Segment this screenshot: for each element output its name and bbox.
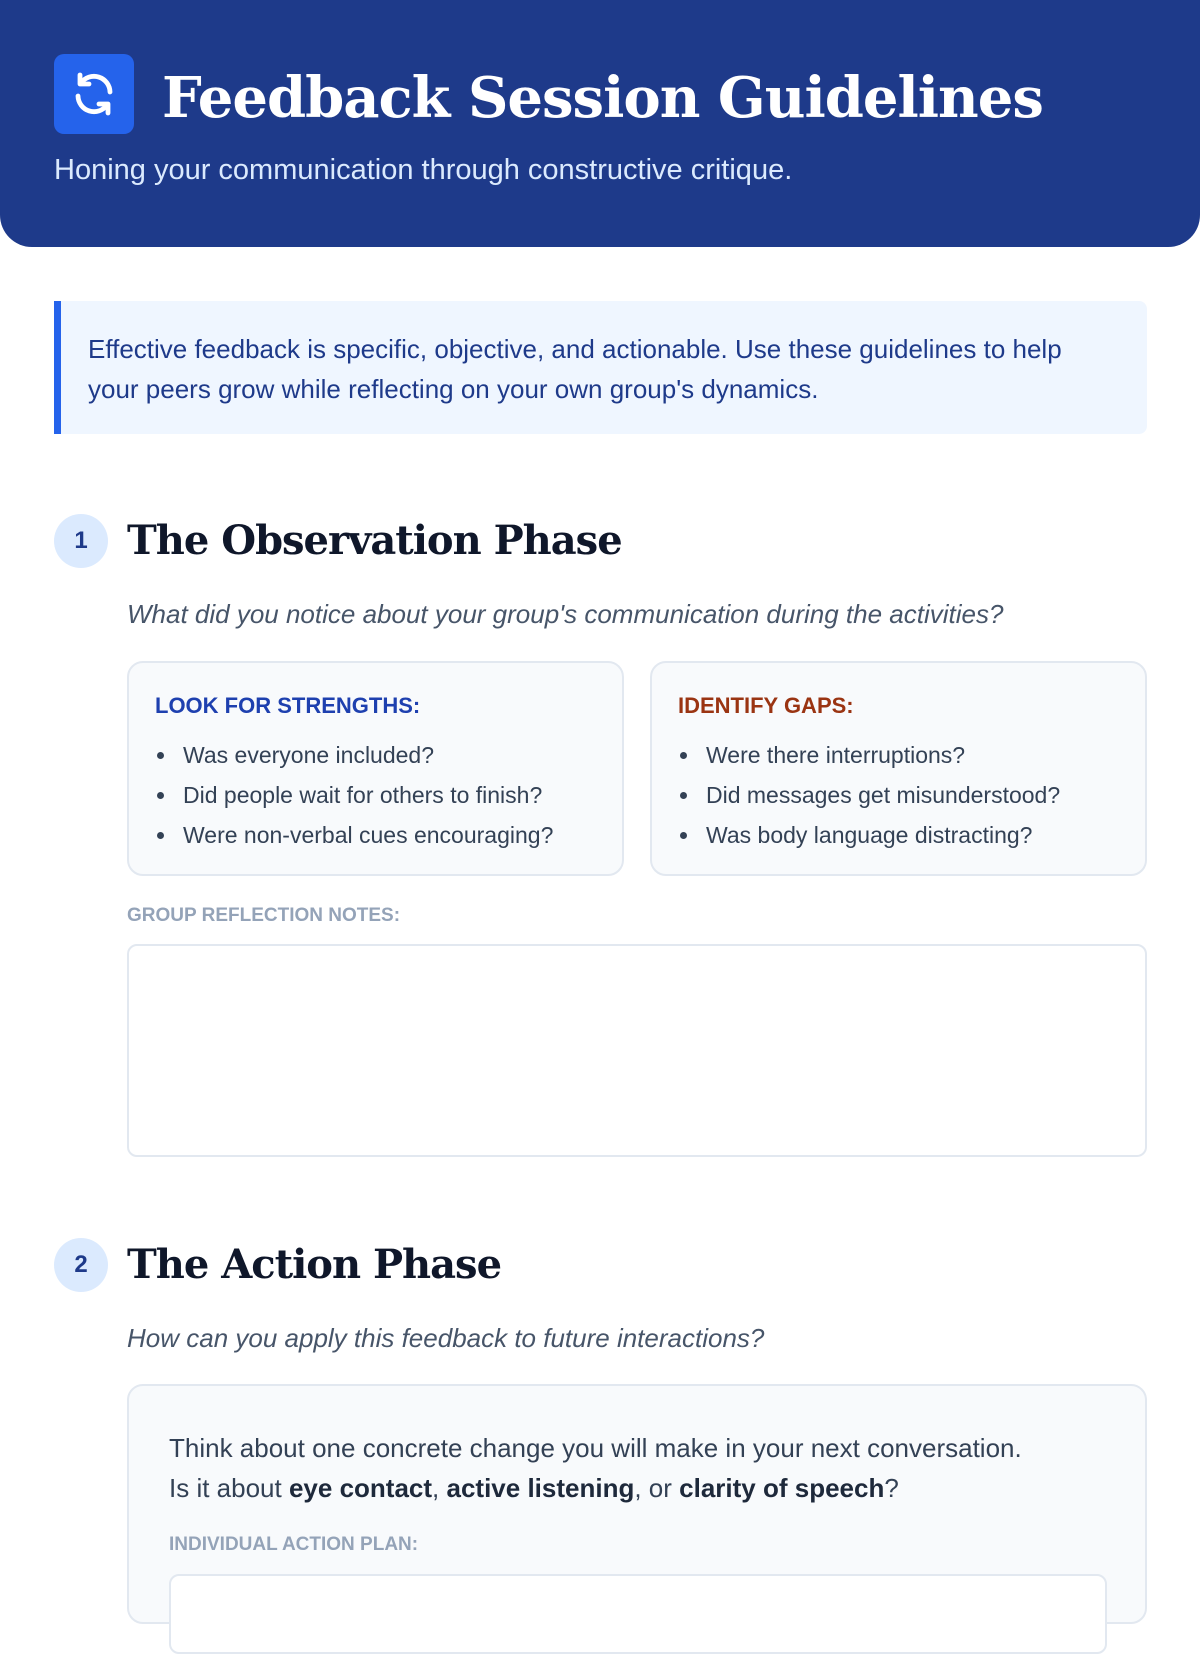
action-prompt-sep: , — [432, 1473, 447, 1503]
action-plan-label: INDIVIDUAL ACTION PLAN: — [169, 1534, 419, 1555]
page-title: Feedback Session Guidelines — [162, 65, 1043, 131]
section-title-observation: The Observation Phase — [127, 517, 622, 564]
step-number-badge: 1 — [54, 514, 108, 568]
intro-callout: Effective feedback is specific, objective, and actionable. Use these guidelines to help your peers grow while reflecting on your own group's dynamics. — [54, 301, 1147, 434]
list-item: Were non-verbal cues encouraging? — [155, 815, 553, 855]
list-item: Was everyone included? — [155, 735, 553, 775]
gaps-card — [650, 661, 1147, 876]
strengths-card — [127, 661, 624, 876]
group-notes-textarea[interactable] — [127, 944, 1147, 1157]
refresh-icon — [54, 54, 134, 134]
strengths-list — [155, 735, 553, 855]
gaps-list — [678, 735, 1060, 855]
action-prompt — [169, 1428, 1129, 1508]
emphasis-eye-contact: eye contact — [288, 1473, 433, 1503]
list-item: Did messages get misunderstood? — [678, 775, 1060, 815]
action-card — [127, 1384, 1147, 1624]
emphasis-clarity-of-speech: clarity of speech — [679, 1473, 885, 1503]
section-subtitle-observation: What did you notice about your group's communication during the activities? — [127, 599, 1004, 629]
page-subtitle: Honing your communication through constructive critique. — [54, 154, 793, 186]
action-prompt-line1: Think about one concrete change you will make in your next conversation. — [169, 1433, 1022, 1463]
page-header — [0, 0, 1200, 247]
action-plan-textarea[interactable] — [169, 1574, 1107, 1654]
list-item: Did people wait for others to finish? — [155, 775, 553, 815]
emphasis-active-listening: active listening — [446, 1473, 635, 1503]
group-notes-label: GROUP REFLECTION NOTES: — [127, 905, 401, 926]
list-item: Was body language distracting? — [678, 815, 1060, 855]
list-item: Were there interruptions? — [678, 735, 1060, 775]
gaps-card-title: IDENTIFY GAPS: — [678, 693, 854, 718]
action-prompt-sep: , or — [634, 1473, 680, 1503]
step-number-badge: 2 — [54, 1238, 108, 1292]
strengths-card-title: LOOK FOR STRENGTHS: — [155, 693, 421, 718]
action-prompt-suffix: ? — [884, 1473, 899, 1503]
section-subtitle-action: How can you apply this feedback to future interactions? — [127, 1323, 765, 1353]
action-prompt-prefix: Is it about — [169, 1473, 289, 1503]
section-title-action: The Action Phase — [127, 1241, 502, 1288]
